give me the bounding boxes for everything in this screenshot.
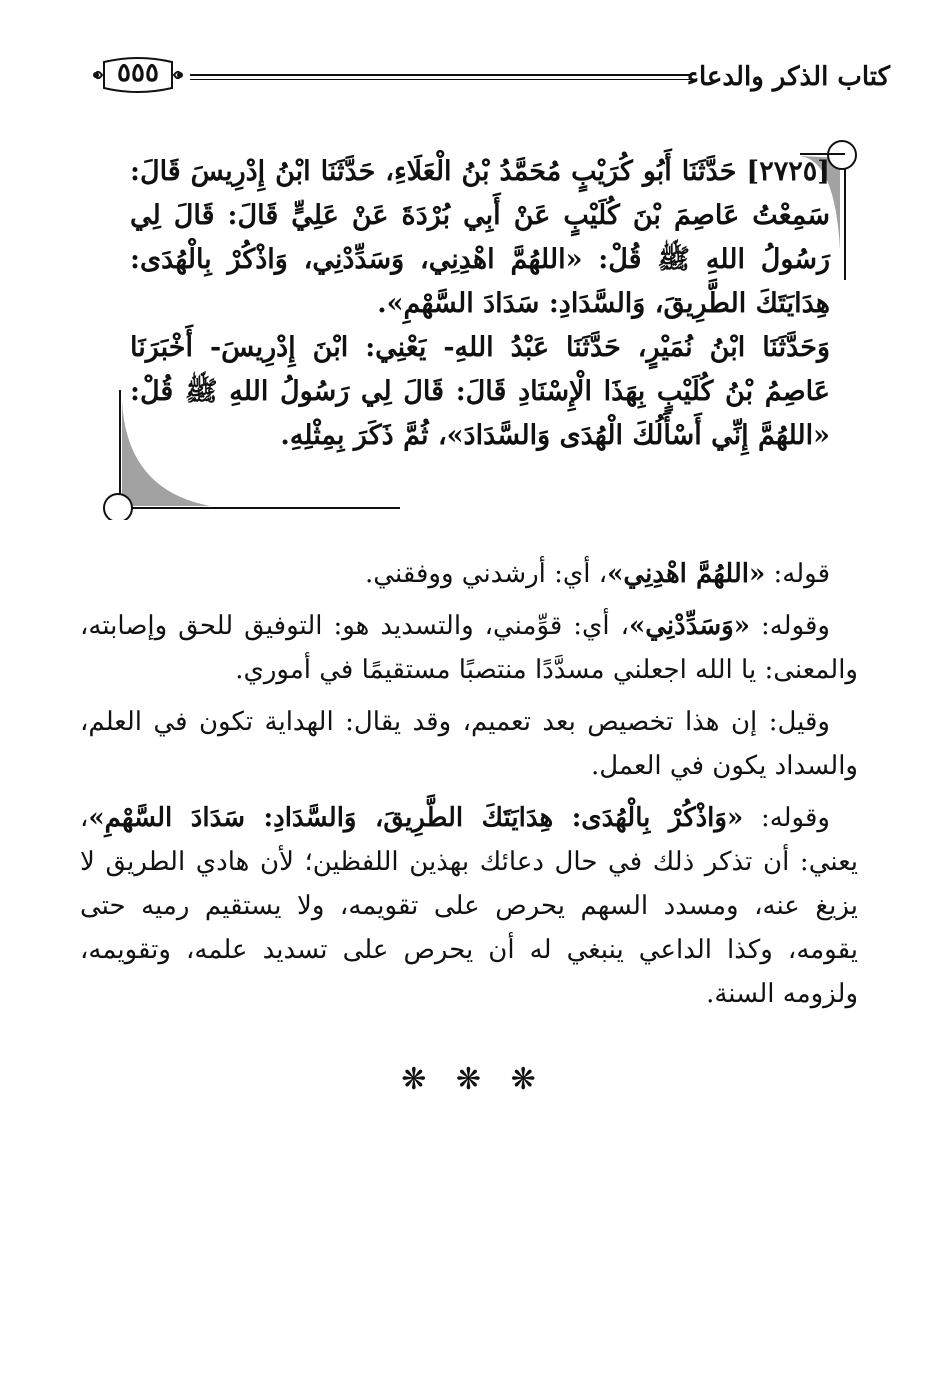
text-run: ، أي: قوِّمني، والتسديد هو: التوفيق للحق وإصابته، والمعنى: يا الله اجعلني مسدَّدًا منتصبًا مستقيمًا في أموري. (80, 611, 858, 685)
section-separator: ❋ ❋ ❋ (401, 1062, 546, 1097)
quoted-phrase: «وَاذْكُرْ بِالْهُدَى: هِدَايَتَكَ الطَّرِيقَ، وَالسَّدَادِ: سَدَادَ السَّهْمِ» (88, 803, 744, 833)
quoted-phrase: «وَسَدِّدْنِي» (628, 611, 750, 641)
text-run: وقوله: (743, 803, 830, 833)
commentary-paragraph (80, 552, 858, 596)
hadith-paragraph: وَحَدَّثَنَا ابْنُ نُمَيْرٍ، حَدَّثَنَا عَبْدُ اللهِ- يَعْنِي: ابْنَ إِدْرِيسَ- أَخْبَرَنَا عَاصِمُ بْنُ كُلَيْبٍ بِهَذَا الْإِسْنَادِ قَالَ: قَالَ لِي رَسُولُ اللهِ ﷺ قُلْ: «اللهُمَّ إِنِّي أَسْأَلُكَ الْهُدَى وَالسَّدَادَ»، ثُمَّ ذَكَرَ بِمِثْلِهِ. (130, 332, 830, 451)
text-run: ، أي: أرشدني ووفقني. (365, 559, 608, 589)
commentary-paragraph (80, 604, 858, 692)
header-rule (190, 74, 690, 80)
quoted-phrase: «اللهُمَّ اهْدِنِي» (607, 559, 766, 589)
page-header (70, 52, 890, 112)
commentary-paragraph: وقيل: إن هذا تخصيص بعد تعميم، وقد يقال: الهداية تكون في العلم، والسداد يكون في العمل. (80, 707, 858, 781)
hadith-frame (100, 140, 860, 520)
commentary-paragraph (80, 796, 858, 1016)
book-title: كتاب الذكر والدعاء (686, 62, 890, 92)
text-run: وقوله: (749, 611, 830, 641)
hadith-text (130, 150, 830, 458)
page-number: ٥٥٥ (117, 58, 159, 88)
page-number-ornament (88, 56, 188, 94)
commentary (80, 552, 858, 1024)
text-run: قوله: (765, 559, 830, 589)
text-run: ، يعني: أن تذكر ذلك في حال دعائك بهذين اللفظين؛ لأن هادي الطريق لا يزيغ عنه، ومسدد السهم يحرص على تقويمه، ولا يستقيم رميه حتى يقومه، وكذا الداعي ينبغي له أن يحرص على تسديد علمه، وتقويمه، ولزومه السنة. (80, 803, 858, 1009)
hadith-paragraph: [٢٧٢٥] حَدَّثَنَا أَبُو كُرَيْبٍ مُحَمَّدُ بْنُ الْعَلَاءِ، حَدَّثَنَا ابْنُ إِدْرِيسَ قَالَ: سَمِعْتُ عَاصِمَ بْنَ كُلَيْبٍ عَنْ أَبِي بُرْدَةَ عَنْ عَلِيٍّ قَالَ: قَالَ لِي رَسُولُ اللهِ ﷺ قُلْ: «اللهُمَّ اهْدِنِي، وَسَدِّدْنِي، وَاذْكُرْ بِالْهُدَى: هِدَايَتَكَ الطَّرِيقَ، وَالسَّدَادِ: سَدَادَ السَّهْمِ». (130, 156, 830, 319)
